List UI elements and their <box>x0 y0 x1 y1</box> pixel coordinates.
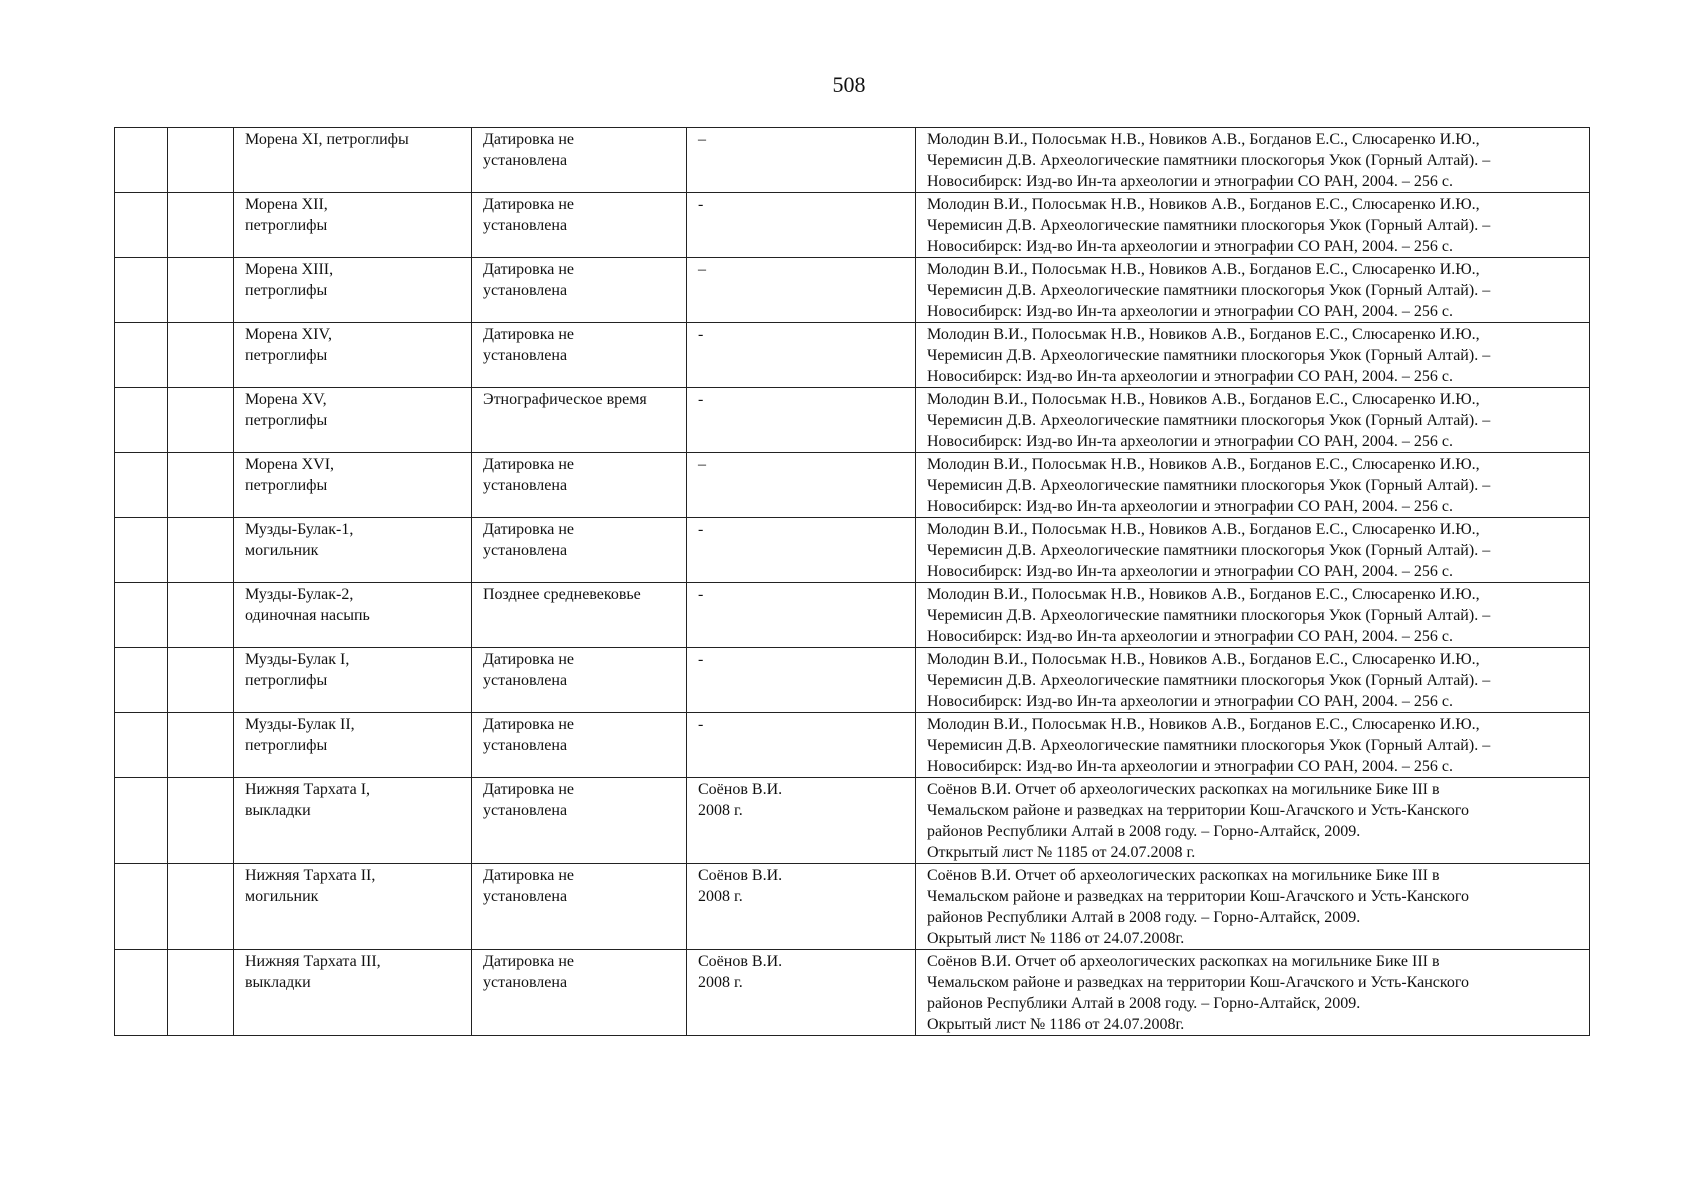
source-line: Чемальском районе и разведках на территории Кош-Агачского и Усть-Канского <box>927 802 1469 819</box>
source-line: Черемисин Д.В. Археологические памятники плоскогорья Укок (Горный Алтай). – <box>927 477 1491 494</box>
author-line: – <box>698 261 706 278</box>
dating-line: Этнографическое время <box>483 391 647 408</box>
author-cell <box>687 713 916 778</box>
site-name-cell <box>234 713 472 778</box>
site-name-cell <box>234 583 472 648</box>
number-cell <box>115 258 168 323</box>
number-cell <box>115 388 168 453</box>
source-line: Черемисин Д.В. Археологические памятники плоскогорья Укок (Горный Алтай). – <box>927 737 1491 754</box>
site-name-line: одиночная насыпь <box>245 607 370 624</box>
site-name-cell <box>234 950 472 1036</box>
source-line: Молодин В.И., Полосьмак Н.В., Новиков А.В., Богданов Е.С., Слюсаренко И.Ю., <box>927 261 1480 278</box>
table-row <box>115 648 1590 713</box>
author-line: - <box>698 391 704 408</box>
number-cell <box>115 648 168 713</box>
dating-line: установлена <box>483 477 568 494</box>
number-cell <box>115 713 168 778</box>
site-name-line: могильник <box>245 888 319 905</box>
dating-line: Датировка не <box>483 456 575 473</box>
dating-line: установлена <box>483 282 568 299</box>
author-cell <box>687 388 916 453</box>
dating-line: установлена <box>483 974 568 991</box>
dating-line: Датировка не <box>483 261 575 278</box>
subnumber-cell <box>168 453 234 518</box>
subnumber-cell <box>168 713 234 778</box>
number-cell <box>115 453 168 518</box>
site-name-cell <box>234 388 472 453</box>
table-row <box>115 583 1590 648</box>
author-cell <box>687 258 916 323</box>
source-line: районов Республики Алтай в 2008 году. – Горно-Алтайск, 2009. <box>927 995 1361 1012</box>
author-line: - <box>698 651 704 668</box>
subnumber-cell <box>168 518 234 583</box>
number-cell <box>115 128 168 193</box>
site-name-line: петроглифы <box>245 477 328 494</box>
table-row <box>115 453 1590 518</box>
dating-line: Датировка не <box>483 953 575 970</box>
dating-line: установлена <box>483 672 568 689</box>
site-name-line: петроглифы <box>245 412 328 429</box>
subnumber-cell <box>168 258 234 323</box>
subnumber-cell <box>168 323 234 388</box>
source-cell <box>916 583 1590 648</box>
subnumber-cell <box>168 583 234 648</box>
source-cell <box>916 323 1590 388</box>
subnumber-cell <box>168 648 234 713</box>
dating-line: установлена <box>483 737 568 754</box>
source-line: районов Республики Алтай в 2008 году. – Горно-Алтайск, 2009. <box>927 909 1361 926</box>
number-cell <box>115 583 168 648</box>
dating-line: установлена <box>483 152 568 169</box>
site-name-line: Нижняя Тархата II, <box>245 867 376 884</box>
source-cell <box>916 128 1590 193</box>
source-line: Черемисин Д.В. Археологические памятники плоскогорья Укок (Горный Алтай). – <box>927 282 1491 299</box>
table-row <box>115 128 1590 193</box>
source-line: Открытый лист № 1185 от 24.07.2008 г. <box>927 844 1196 861</box>
source-cell <box>916 258 1590 323</box>
subnumber-cell <box>168 950 234 1036</box>
author-line: - <box>698 586 704 603</box>
author-cell <box>687 583 916 648</box>
dating-line: Датировка не <box>483 521 575 538</box>
source-line: Чемальском районе и разведках на территории Кош-Агачского и Усть-Канского <box>927 974 1469 991</box>
dating-cell <box>472 950 687 1036</box>
number-cell <box>115 778 168 864</box>
author-line: – <box>698 131 706 148</box>
site-name-line: выкладки <box>245 974 311 991</box>
author-cell <box>687 453 916 518</box>
dating-line: установлена <box>483 802 568 819</box>
number-cell <box>115 193 168 258</box>
table-row <box>115 950 1590 1036</box>
dating-cell <box>472 323 687 388</box>
author-line: Соёнов В.И. <box>698 781 783 798</box>
dating-line: установлена <box>483 347 568 364</box>
source-line: Молодин В.И., Полосьмак Н.В., Новиков А.В., Богданов Е.С., Слюсаренко И.Ю., <box>927 131 1480 148</box>
site-name-line: петроглифы <box>245 737 328 754</box>
author-line: - <box>698 521 704 538</box>
source-line: районов Республики Алтай в 2008 году. – Горно-Алтайск, 2009. <box>927 823 1361 840</box>
monuments-table-body <box>115 128 1590 1036</box>
site-name-line: Морена XI, петроглифы <box>245 131 409 148</box>
author-cell <box>687 648 916 713</box>
author-line: 2008 г. <box>698 974 743 991</box>
site-name-line: Морена XVI, <box>245 456 335 473</box>
site-name-line: могильник <box>245 542 319 559</box>
source-line: Молодин В.И., Полосьмак Н.В., Новиков А.В., Богданов Е.С., Слюсаренко И.Ю., <box>927 586 1480 603</box>
author-cell <box>687 193 916 258</box>
dating-line: Датировка не <box>483 196 575 213</box>
source-line: Черемисин Д.В. Археологические памятники плоскогорья Укок (Горный Алтай). – <box>927 152 1491 169</box>
table-row <box>115 518 1590 583</box>
dating-cell <box>472 453 687 518</box>
author-cell <box>687 778 916 864</box>
dating-cell <box>472 518 687 583</box>
source-line: Черемисин Д.В. Археологические памятники плоскогорья Укок (Горный Алтай). – <box>927 607 1491 624</box>
source-line: Окрытый лист № 1186 от 24.07.2008г. <box>927 930 1185 947</box>
dating-line: Датировка не <box>483 716 575 733</box>
site-name-cell <box>234 778 472 864</box>
dating-line: Датировка не <box>483 867 575 884</box>
site-name-cell <box>234 128 472 193</box>
dating-line: Позднее средневековье <box>483 586 641 603</box>
site-name-line: Морена XIV, <box>245 326 332 343</box>
dating-cell <box>472 778 687 864</box>
source-cell <box>916 950 1590 1036</box>
author-line: - <box>698 716 704 733</box>
dating-line: Датировка не <box>483 651 575 668</box>
subnumber-cell <box>168 778 234 864</box>
dating-cell <box>472 864 687 950</box>
dating-line: Датировка не <box>483 326 575 343</box>
dating-cell <box>472 128 687 193</box>
site-name-line: Нижняя Тархата I, <box>245 781 371 798</box>
source-line: Новосибирск: Изд-во Ин-та археологии и этнографии СО РАН, 2004. – 256 с. <box>927 368 1454 385</box>
source-line: Молодин В.И., Полосьмак Н.В., Новиков А.В., Богданов Е.С., Слюсаренко И.Ю., <box>927 196 1480 213</box>
table-row <box>115 323 1590 388</box>
author-line: 2008 г. <box>698 802 743 819</box>
source-cell <box>916 778 1590 864</box>
author-line: - <box>698 196 704 213</box>
source-line: Черемисин Д.В. Археологические памятники плоскогорья Укок (Горный Алтай). – <box>927 217 1491 234</box>
source-line: Молодин В.И., Полосьмак Н.В., Новиков А.В., Богданов Е.С., Слюсаренко И.Ю., <box>927 521 1480 538</box>
source-line: Новосибирск: Изд-во Ин-та археологии и этнографии СО РАН, 2004. – 256 с. <box>927 628 1454 645</box>
source-line: Чемальском районе и разведках на территории Кош-Агачского и Усть-Канского <box>927 888 1469 905</box>
source-line: Новосибирск: Изд-во Ин-та археологии и этнографии СО РАН, 2004. – 256 с. <box>927 433 1454 450</box>
site-name-line: петроглифы <box>245 672 328 689</box>
source-line: Новосибирск: Изд-во Ин-та археологии и этнографии СО РАН, 2004. – 256 с. <box>927 303 1454 320</box>
source-line: Новосибирск: Изд-во Ин-та археологии и этнографии СО РАН, 2004. – 256 с. <box>927 173 1454 190</box>
dating-cell <box>472 258 687 323</box>
dating-cell <box>472 583 687 648</box>
dating-cell <box>472 713 687 778</box>
source-cell <box>916 518 1590 583</box>
source-line: Новосибирск: Изд-во Ин-та археологии и этнографии СО РАН, 2004. – 256 с. <box>927 498 1454 515</box>
site-name-line: Музды-Булак I, <box>245 651 350 668</box>
source-line: Молодин В.И., Полосьмак Н.В., Новиков А.В., Богданов Е.С., Слюсаренко И.Ю., <box>927 456 1480 473</box>
site-name-line: петроглифы <box>245 217 328 234</box>
table-row <box>115 864 1590 950</box>
site-name-line: Морена XIII, <box>245 261 334 278</box>
site-name-cell <box>234 518 472 583</box>
site-name-cell <box>234 258 472 323</box>
author-cell <box>687 323 916 388</box>
author-line: Соёнов В.И. <box>698 867 783 884</box>
source-line: Молодин В.И., Полосьмак Н.В., Новиков А.В., Богданов Е.С., Слюсаренко И.Ю., <box>927 391 1480 408</box>
source-cell <box>916 388 1590 453</box>
dating-cell <box>472 193 687 258</box>
site-name-line: Морена XV, <box>245 391 327 408</box>
page-number: 508 <box>832 72 866 97</box>
source-cell <box>916 453 1590 518</box>
site-name-line: Музды-Булак-1, <box>245 521 354 538</box>
monuments-table <box>114 127 1590 1036</box>
source-cell <box>916 864 1590 950</box>
number-cell <box>115 323 168 388</box>
table-row <box>115 713 1590 778</box>
site-name-line: Музды-Булак-2, <box>245 586 354 603</box>
dating-line: Датировка не <box>483 781 575 798</box>
site-name-line: Музды-Булак II, <box>245 716 355 733</box>
site-name-cell <box>234 193 472 258</box>
table-row <box>115 258 1590 323</box>
site-name-line: Нижняя Тархата III, <box>245 953 381 970</box>
subnumber-cell <box>168 864 234 950</box>
subnumber-cell <box>168 128 234 193</box>
source-line: Новосибирск: Изд-во Ин-та археологии и этнографии СО РАН, 2004. – 256 с. <box>927 693 1454 710</box>
table-row <box>115 778 1590 864</box>
author-cell <box>687 128 916 193</box>
source-line: Черемисин Д.В. Археологические памятники плоскогорья Укок (Горный Алтай). – <box>927 347 1491 364</box>
dating-line: установлена <box>483 888 568 905</box>
author-line: Соёнов В.И. <box>698 953 783 970</box>
dating-line: установлена <box>483 217 568 234</box>
source-line: Соёнов В.И. Отчет об археологических раскопках на могильнике Бике III в <box>927 867 1440 884</box>
dating-line: установлена <box>483 542 568 559</box>
author-line: - <box>698 326 704 343</box>
source-cell <box>916 648 1590 713</box>
author-cell <box>687 518 916 583</box>
subnumber-cell <box>168 193 234 258</box>
source-cell <box>916 713 1590 778</box>
number-cell <box>115 864 168 950</box>
source-cell <box>916 193 1590 258</box>
site-name-line: петроглифы <box>245 347 328 364</box>
source-line: Черемисин Д.В. Археологические памятники плоскогорья Укок (Горный Алтай). – <box>927 412 1491 429</box>
site-name-line: петроглифы <box>245 282 328 299</box>
source-line: Молодин В.И., Полосьмак Н.В., Новиков А.В., Богданов Е.С., Слюсаренко И.Ю., <box>927 651 1480 668</box>
source-line: Новосибирск: Изд-во Ин-та археологии и этнографии СО РАН, 2004. – 256 с. <box>927 563 1454 580</box>
site-name-cell <box>234 864 472 950</box>
table-row <box>115 388 1590 453</box>
dating-cell <box>472 388 687 453</box>
site-name-line: выкладки <box>245 802 311 819</box>
source-line: Новосибирск: Изд-во Ин-та археологии и этнографии СО РАН, 2004. – 256 с. <box>927 238 1454 255</box>
source-line: Новосибирск: Изд-во Ин-та археологии и этнографии СО РАН, 2004. – 256 с. <box>927 758 1454 775</box>
source-line: Соёнов В.И. Отчет об археологических раскопках на могильнике Бике III в <box>927 953 1440 970</box>
site-name-cell <box>234 323 472 388</box>
source-line: Черемисин Д.В. Археологические памятники плоскогорья Укок (Горный Алтай). – <box>927 542 1491 559</box>
author-cell <box>687 864 916 950</box>
site-name-cell <box>234 648 472 713</box>
source-line: Черемисин Д.В. Археологические памятники плоскогорья Укок (Горный Алтай). – <box>927 672 1491 689</box>
source-line: Молодин В.И., Полосьмак Н.В., Новиков А.В., Богданов Е.С., Слюсаренко И.Ю., <box>927 716 1480 733</box>
author-line: – <box>698 456 706 473</box>
site-name-line: Морена XII, <box>245 196 328 213</box>
table-row <box>115 193 1590 258</box>
number-cell <box>115 950 168 1036</box>
source-line: Соёнов В.И. Отчет об археологических раскопках на могильнике Бике III в <box>927 781 1440 798</box>
subnumber-cell <box>168 388 234 453</box>
source-line: Окрытый лист № 1186 от 24.07.2008г. <box>927 1016 1185 1033</box>
dating-cell <box>472 648 687 713</box>
author-line: 2008 г. <box>698 888 743 905</box>
source-line: Молодин В.И., Полосьмак Н.В., Новиков А.В., Богданов Е.С., Слюсаренко И.Ю., <box>927 326 1480 343</box>
dating-line: Датировка не <box>483 131 575 148</box>
site-name-cell <box>234 453 472 518</box>
number-cell <box>115 518 168 583</box>
author-cell <box>687 950 916 1036</box>
